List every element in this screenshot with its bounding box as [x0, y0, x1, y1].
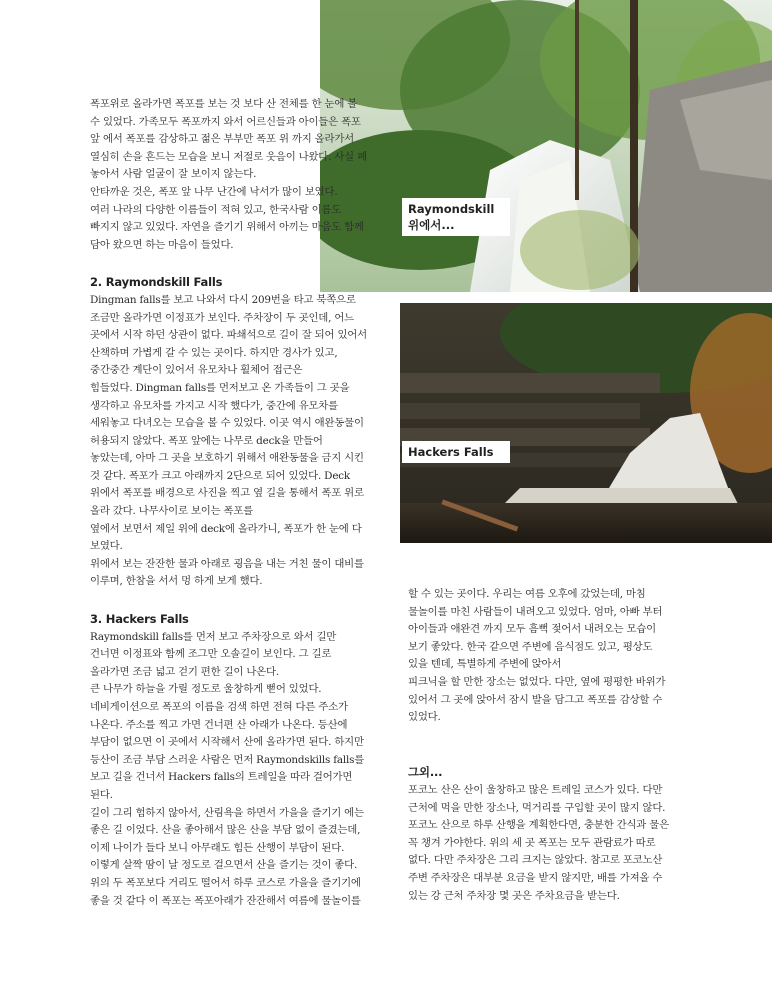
section-hackers-body	[90, 629, 390, 911]
text-line: 좋은 길 이었다. 산을 좋아해서 많은 산을 부담 없이 즐겼는데,	[90, 824, 361, 837]
text-line: 안타까운 것은, 폭포 앞 나무 난간에 낙서가 많이 보였다.	[90, 185, 338, 198]
text-line: 여러 나라의 다양한 이름들이 적혀 있고, 한국사람 이름도	[90, 203, 342, 216]
section-heading-raymondskill: 2. Raymondskill Falls	[90, 274, 223, 289]
text-line: 허용되지 않았다. 폭포 앞에는 나무로 deck을 만들어	[90, 434, 323, 447]
left-column	[90, 96, 390, 910]
hackers-falls-caption: Hackers Falls	[402, 441, 510, 463]
text-line: 꼭 챙겨 가야한다. 위의 세 곳 폭포는 모두 관람료가 따로	[408, 836, 656, 849]
text-line: 놓아서 사람 얼굴이 잘 보이지 않는다.	[90, 168, 257, 181]
text-line: 피크닉을 할 만한 장소는 없었다. 다만, 옆에 평평한 바위가	[408, 675, 666, 688]
text-line: 있었다.	[408, 711, 441, 724]
text-line: 물놀이를 마친 사람들이 내려오고 있었다. 엄마, 아빠 부터	[408, 605, 663, 618]
text-line: 나온다. 주소를 찍고 가면 건너편 산 아래가 나온다. 등산에	[90, 718, 348, 731]
text-line: 있는 강 근처 주차장 몇 곳은 주차요금을 받는다.	[408, 889, 620, 902]
text-line: 큰 나무가 하늘을 가릴 정도로 울창하게 뻗어 있었다.	[90, 683, 322, 696]
hackers-falls-photo	[400, 303, 772, 543]
section-etc-body	[408, 782, 708, 905]
text-line: 보고 길을 건너서 Hackers falls의 트레일을 따라 걸어가면	[90, 771, 353, 784]
text-line: 있어서 그 곳에 앉아서 잠시 발을 담그고 폭포를 감상할 수	[408, 693, 663, 706]
text-line: 폭포위로 올라가면 폭포를 보는 것 보다 산 전체를 한 눈에 볼	[90, 98, 358, 110]
text-line: 빠지지 않고 있었다. 자연을 즐기기 위해서 아끼는 마음도 함께	[90, 221, 364, 234]
section-raymondskill-body	[90, 292, 390, 591]
text-line: 놓았는데, 아마 그 곳을 보호하기 위해서 애완동물을 금지 시킨	[90, 452, 364, 465]
text-line: 있을 텐데, 특별하게 주변에 앉아서	[408, 658, 562, 671]
intro-paragraph	[90, 96, 390, 254]
text-line: 위의 두 폭포보다 거리도 떨어서 하루 코스로 가을을 즐기기에	[90, 876, 361, 889]
text-line: 아이들과 애완견 까지 모두 흠뻑 젖어서 내려오는 모습이	[408, 623, 656, 636]
text-line: 등산이 조금 부담 스러운 사람은 먼저 Raymondskills falls를	[90, 753, 365, 766]
text-line: 이루며, 한참을 서서 멍 하게 보게 했다.	[90, 575, 263, 588]
hackers-continued	[408, 586, 708, 727]
raymondskill-caption: Raymondskill 위에서...	[402, 198, 510, 236]
text-line: 힘들었다. Dingman falls를 먼저보고 온 가족들이 그 곳을	[90, 381, 350, 394]
text-line: 옆에서 보면서 제일 위에 deck에 올라가니, 폭포가 한 눈에 다	[90, 522, 362, 535]
section-heading-etc: 그외...	[408, 764, 443, 779]
right-column	[408, 586, 708, 905]
text-line: 좋을 것 같다 이 폭포는 폭포아래가 잔잔해서 여름에 물놀이를	[90, 894, 361, 907]
text-line: 주변 주차장은 대부분 요금을 받지 않지만, 배를 가져올 수	[408, 871, 663, 884]
text-line: 포코노 산은 산이 울창하고 많은 트레일 코스가 있다. 다만	[408, 783, 663, 796]
text-line: 보기 좋았다. 한국 같으면 주변에 음식점도 있고, 평상도	[408, 640, 653, 653]
text-line: 것 같다. 폭포가 크고 아래까지 2단으로 되어 있었다. Deck	[90, 469, 350, 482]
text-line: 네비게이션으로 폭포의 이름을 검색 하면 전혀 다른 주소가	[90, 701, 348, 713]
text-line: 보였다.	[90, 540, 123, 553]
text-line: 할 수 있는 곳이다. 우리는 여름 오후에 갔었는데, 마침	[408, 588, 646, 600]
text-line: 세워놓고 다녀오는 모습을 볼 수 있었다. 이곳 역시 애완동물이	[90, 417, 364, 430]
text-line: Raymondskill falls를 먼저 보고 주차장으로 와서 길만	[90, 630, 337, 643]
text-line: 생각하고 유모차를 가지고 시작 했다가, 중간에 유모차를	[90, 399, 338, 412]
text-line: 부담이 없으면 이 곳에서 시작해서 산에 올라가면 된다. 하지만	[90, 736, 364, 749]
text-line: 근처에 먹을 만한 장소나, 먹거리를 구입할 곳이 많지 않다.	[408, 801, 666, 814]
text-line: 위에서 폭포를 배경으로 사진을 찍고 옆 길을 통해서 폭포 위로	[90, 487, 364, 500]
text-line: 조금만 올라가면 이정표가 보인다. 주차장이 두 곳인데, 어느	[90, 311, 355, 324]
text-line: 올라가면 조금 넓고 걷기 편한 길이 나온다.	[90, 665, 279, 678]
text-line: 없다. 다만 주차장은 그리 크지는 않았다. 참고로 포코노산	[408, 854, 663, 867]
text-line: 된다.	[90, 788, 113, 801]
text-line: 열심히 손을 흔드는 모습을 보니 저절로 웃음이 나왔다. 사실 폐	[90, 150, 367, 163]
text-line: 이제 나이가 들다 보니 아무래도 힘든 산행이 부담이 된다.	[90, 841, 345, 854]
text-line: 길이 그리 험하지 않아서, 산림욕을 하면서 가을을 즐기기 에는	[90, 806, 364, 819]
text-line: 곳에서 시작 하던 상관이 없다. 파쇄석으로 길이 잘 되어 있어서	[90, 329, 367, 342]
text-line: Dingman falls를 보고 나와서 다시 209번을 타고 북쪽으로	[90, 293, 356, 306]
text-line: 중간중간 계단이 있어서 유모차나 휠체어 접근은	[90, 364, 303, 377]
text-line: 산책하며 가볍게 갈 수 있는 곳이다. 하지만 경사가 있고,	[90, 346, 338, 359]
section-heading-hackers: 3. Hackers Falls	[90, 611, 189, 626]
text-line: 앞 에서 폭포를 감상하고 젊은 부부만 폭포 위 까지 올라가서	[90, 133, 355, 146]
text-line: 위에서 보는 잔잔한 물과 아래로 굉음을 내는 거친 물이 대비를	[90, 557, 364, 570]
text-line: 담아 왔으면 하는 마음이 들었다.	[90, 238, 234, 251]
text-line: 올라 갔다. 나무사이로 보이는 폭포를	[90, 505, 254, 518]
text-line: 건너면 이정표와 함께 조그만 오솔길이 보인다. 그 길로	[90, 648, 332, 661]
text-line: 이렇게 살짝 땀이 날 정도로 걸으면서 산을 즐기는 것이 좋다.	[90, 859, 358, 872]
text-line: 수 있었다. 가족모두 폭포까지 와서 어르신들과 아이들은 폭포	[90, 115, 361, 128]
text-line: 포코노 산으로 하루 산행을 계획한다면, 충분한 간식과 물은	[408, 819, 669, 832]
